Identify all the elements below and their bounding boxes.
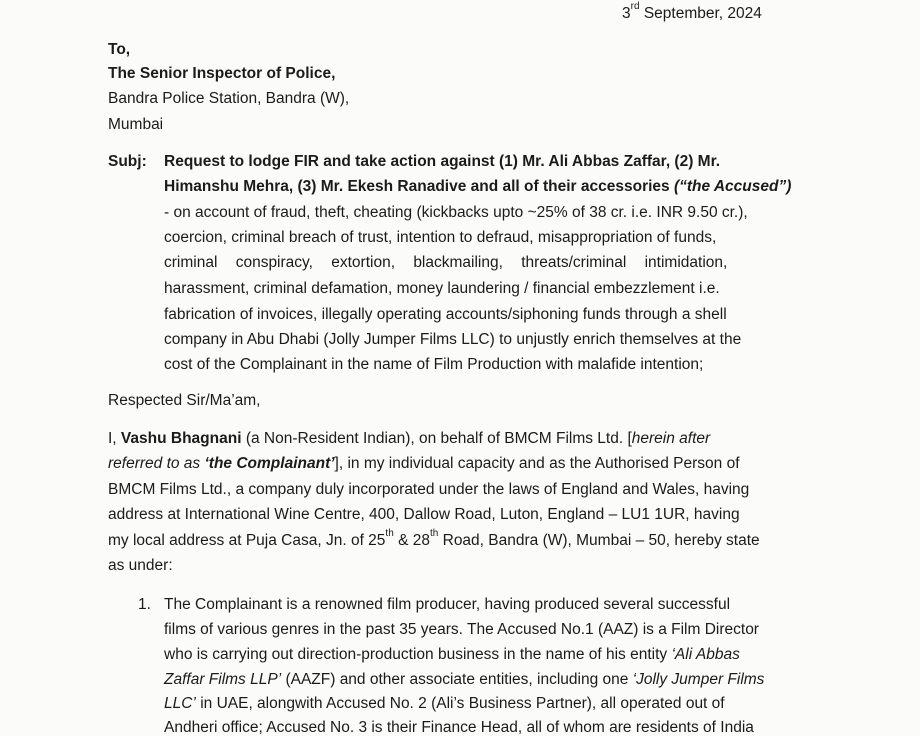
date-day: 3 — [622, 5, 631, 22]
subject-line-1: Request to lodge FIR and take action against (1) Mr. Ali Abbas Zaffar, (2) Mr. — [164, 153, 721, 170]
complainant-name: Vashu Bhagnani — [120, 430, 242, 447]
address-to: To, — [108, 41, 131, 58]
point-1-entity-1: ‘Ali Abbas — [671, 646, 740, 663]
subject-label: Subj: — [108, 153, 147, 170]
intro-line-5 — [108, 527, 760, 551]
point-1-line-2: films of various genres in the past 35 years. The Accused No.1 (AAZ) is a Film Director — [164, 621, 759, 638]
address-line-city: Mumbai — [108, 116, 164, 133]
point-1-line-3-a: who is carrying out direction-production business in the name of his entity — [164, 646, 672, 663]
intro-line-1-d: herein after — [631, 430, 711, 447]
point-1-entity-1-cont: Zaffar Films LLP’ — [164, 671, 282, 688]
point-1-line-5 — [164, 694, 725, 714]
address-line-station: Bandra Police Station, Bandra (W), — [108, 90, 350, 107]
point-1-line-4 — [164, 670, 764, 690]
subject-line-8: company in Abu Dhabi (Jolly Jumper Films LLC) to unjustly enrich themselves at the — [164, 331, 742, 348]
intro-line-6: as under: — [108, 557, 173, 574]
letter-date — [622, 0, 762, 24]
intro-line-1-a: I, — [108, 430, 121, 447]
intro-line-3: BMCM Films Ltd., a company duly incorporated under the laws of England and Wales, having — [108, 481, 750, 498]
date-rest: September, 2024 — [639, 5, 762, 22]
intro-line-5-a: my local address at Puja Casa, Jn. of 25 — [108, 532, 386, 549]
subject-line-4: coercion, criminal breach of trust, intention to defraud, misappropriation of funds, — [164, 229, 717, 246]
intro-line-1-c: (a Non-Resident Indian), on behalf of BMCM Films Ltd. [ — [241, 430, 632, 447]
subject-line-3: - on account of fraud, theft, cheating (kickbacks upto ~25% of 38 cr. i.e. INR 9.50 cr.), — [164, 204, 748, 221]
subject-line-9: cost of the Complainant in the name of Film Production with malafide intention; — [164, 356, 704, 373]
subject-line-7: fabrication of invoices, illegally operating accounts/siphoning funds through a shell — [164, 306, 727, 323]
complainant-term: ‘the Complainant’ — [204, 455, 335, 472]
point-1-line-1: The Complainant is a renowned film producer, having produced several successful — [164, 596, 731, 613]
intro-line-5-c: & 28 — [393, 532, 430, 549]
point-1-entity-2-cont: LLC’ — [164, 695, 196, 712]
salutation: Respected Sir/Ma’am, — [108, 392, 261, 409]
date-suffix: rd — [630, 0, 640, 12]
subject-line-6: harassment, criminal defamation, money laundering / financial embezzlement i.e. — [164, 280, 720, 297]
point-1-line-5-b: in UAE, alongwith Accused No. 2 (Ali’s Business Partner), all operated out of — [195, 695, 725, 712]
intro-line-2-c: ], in my individual capacity and as the Authorised Person of — [334, 455, 740, 472]
intro-sup-2: th — [429, 527, 439, 539]
point-1-entity-2: ‘Jolly Jumper Films — [632, 671, 765, 688]
intro-line-2-a: referred to as — [108, 455, 205, 472]
subject-line-2 — [164, 177, 791, 197]
intro-sup-1: th — [385, 527, 394, 539]
point-1-number: 1. — [138, 596, 151, 613]
intro-line-1 — [108, 429, 710, 449]
point-1-line-4-c: (AAZF) and other associate entities, including one — [281, 671, 633, 688]
intro-line-5-e: Road, Bandra (W), Mumbai – 50, hereby state — [438, 532, 760, 549]
subject-line-2-text: Himanshu Mehra, (3) Mr. Ekesh Ranadive and all of their accessories — [164, 178, 674, 195]
point-1-line-3 — [164, 645, 740, 665]
intro-line-2 — [108, 454, 740, 474]
subject-accused-term: (“the Accused”) — [673, 178, 792, 195]
point-1-line-6: Andheri office; Accused No. 3 is their Finance Head, all of whom are residents of India — [164, 719, 754, 736]
subject-line-5-text: criminal conspiracy, extortion, blackmailing, threats/criminal intimidation, — [164, 254, 728, 271]
intro-line-4: address at International Wine Centre, 400, Dallow Road, Luton, England – LU1 1UR, having — [108, 506, 740, 523]
address-recipient: The Senior Inspector of Police, — [108, 65, 336, 82]
subject-line-5 — [164, 253, 780, 273]
